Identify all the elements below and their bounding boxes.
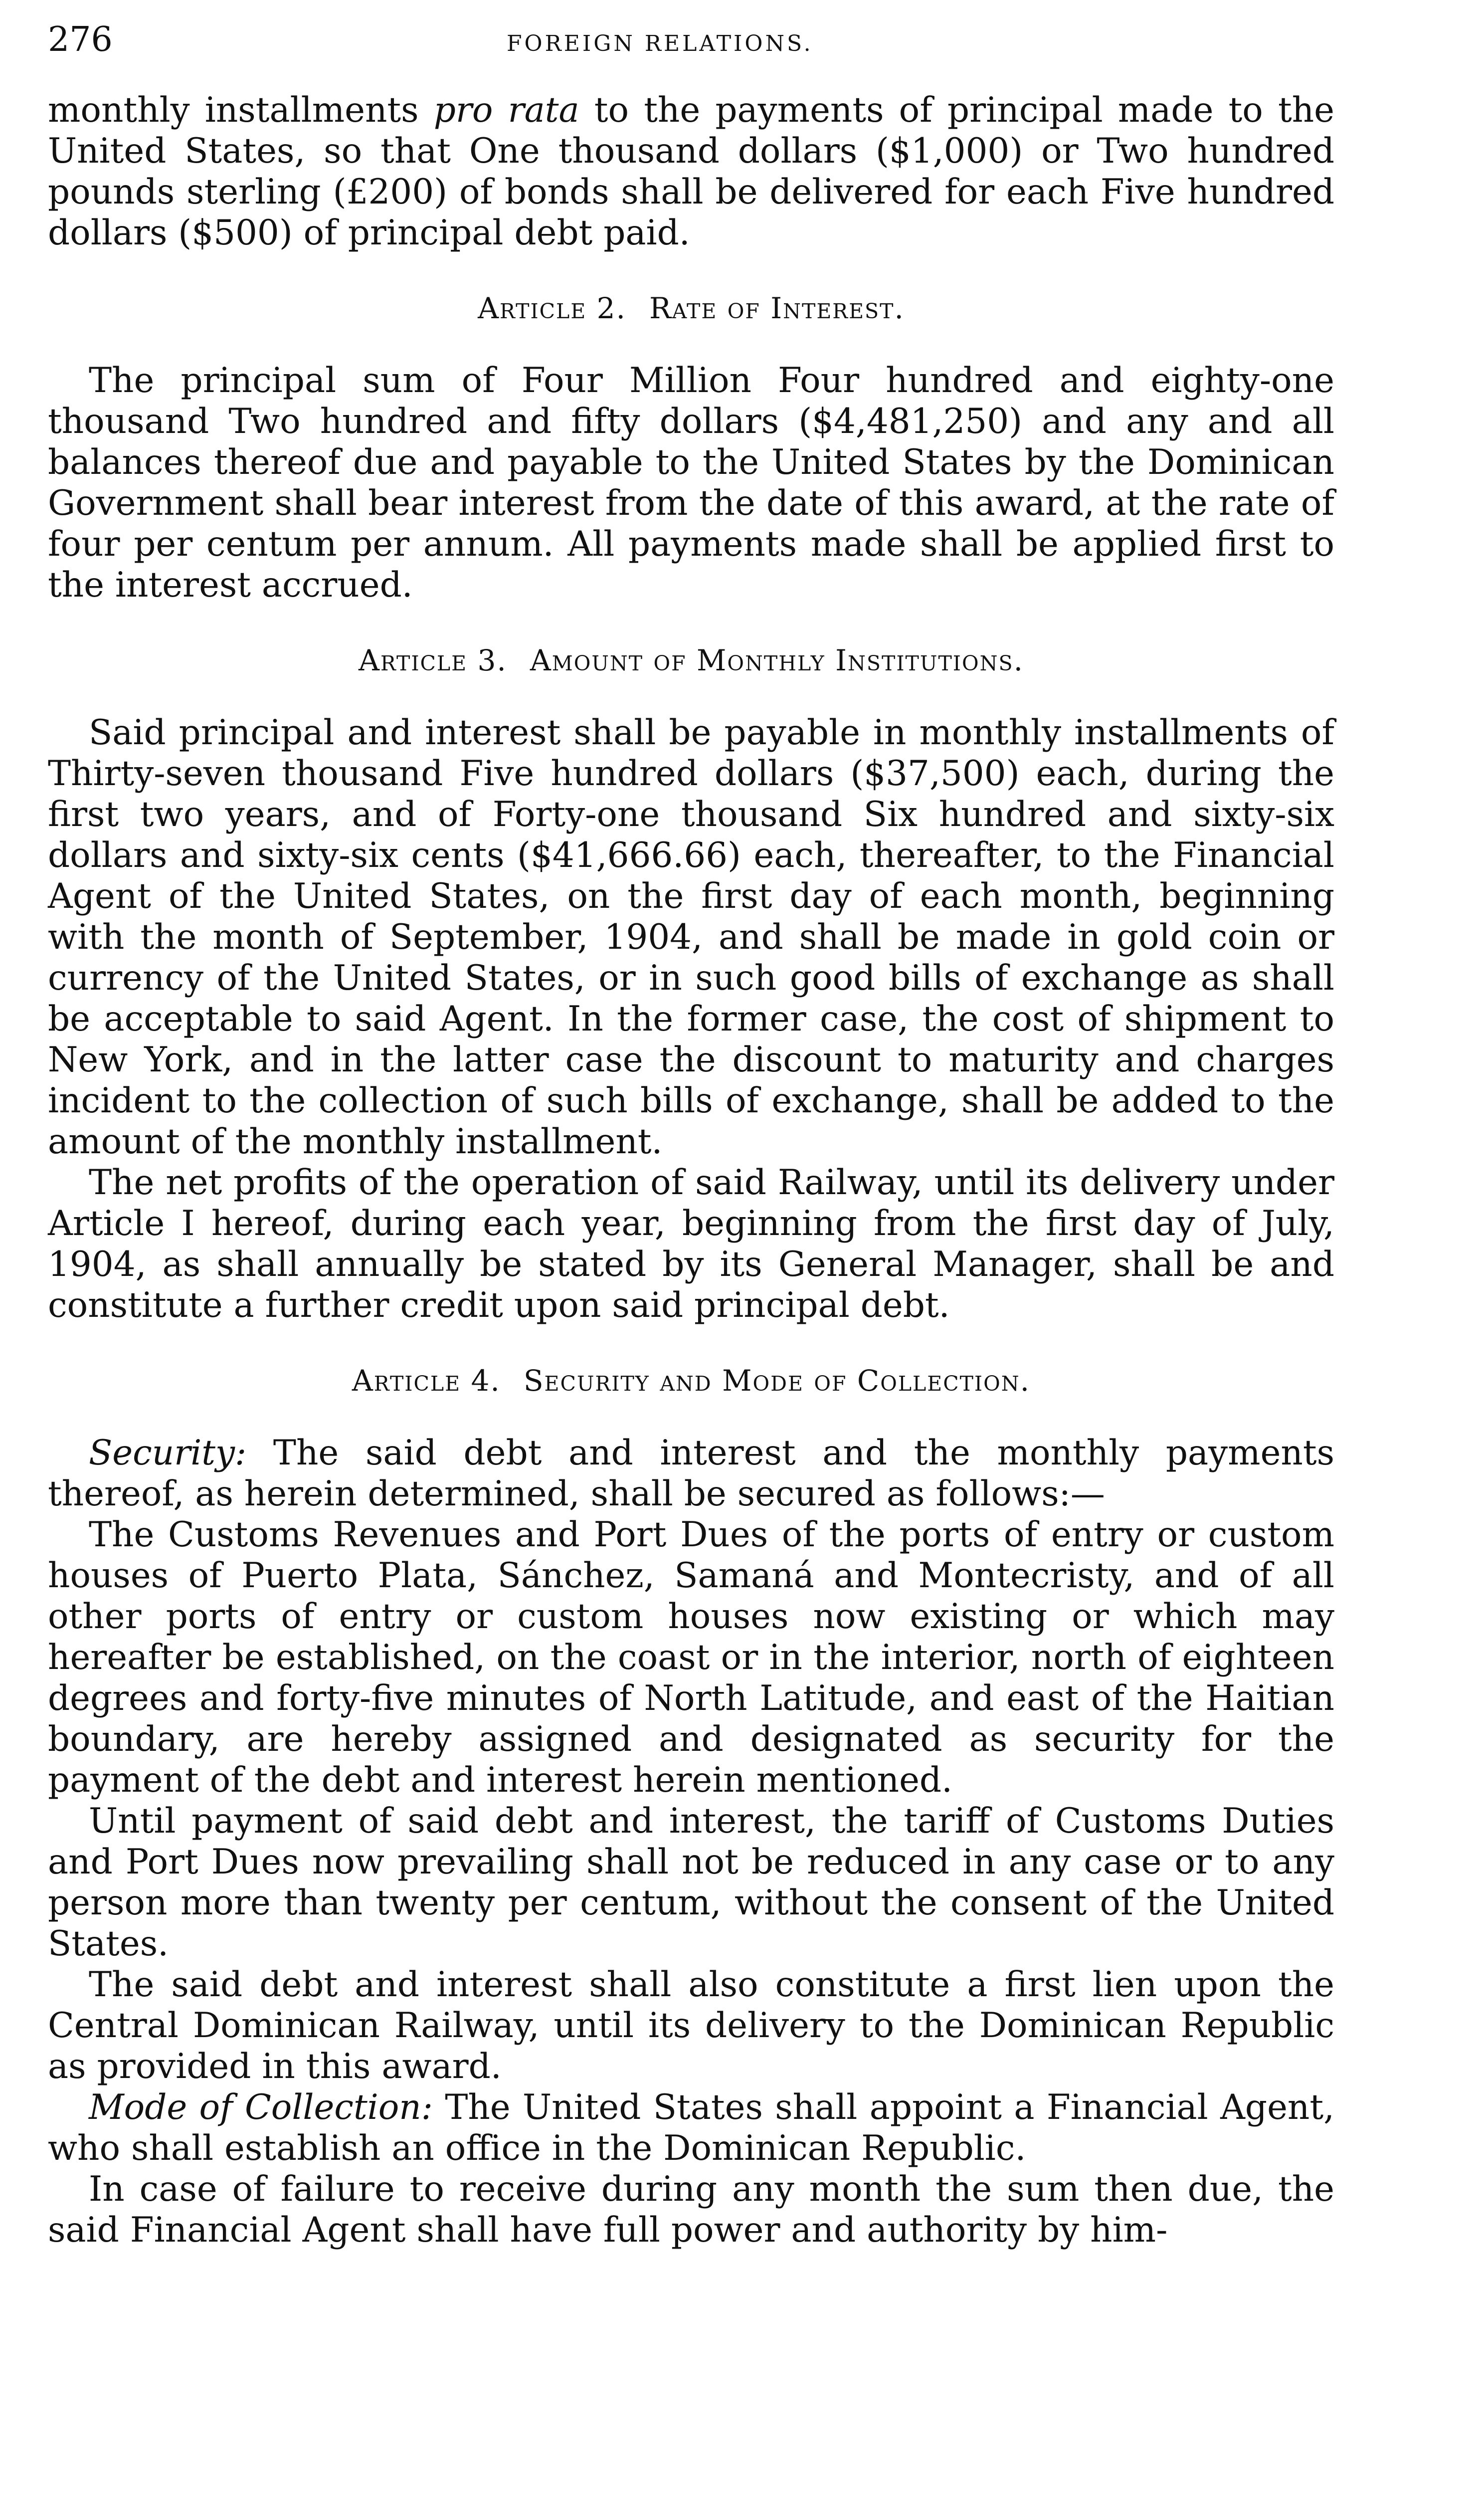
- text-run: Until payment of said debt and interest, the tariff of Customs Duties and Port Dues now prevailing shall not be reduced in any case or to any person more than twenty per centum, without the consent of the United States.: [48, 1801, 1334, 1964]
- paragraph: [48, 360, 1334, 606]
- paragraph: [48, 1801, 1334, 1964]
- article-number: Article 2.: [478, 291, 626, 325]
- italic-text: Mode of Collection:: [89, 2087, 433, 2127]
- text-run: to the payments of principal made to the United States, so that One thousand dollars ($1,000) or Two hundred pounds sterling (£200) of bonds shall be delivered for each Five hundred dollars ($500) of principal debt paid.: [48, 90, 1335, 253]
- running-head-title: FOREIGN RELATIONS.: [507, 31, 813, 56]
- text-run: The said debt and interest shall also constitute a first lien upon the Central Dominican Railway, until its delivery to the Dominican Republic as provided in this award.: [48, 1965, 1334, 2086]
- paragraph: [48, 90, 1334, 253]
- article-heading: [48, 291, 1334, 325]
- paragraph: [48, 2087, 1334, 2169]
- paragraph: [48, 1514, 1334, 1801]
- paragraph: [48, 712, 1334, 1162]
- article-heading: [48, 1364, 1334, 1398]
- page-number: 276: [48, 20, 113, 59]
- text-run: The net profits of the operation of said Railway, until its delivery under Article I hereof, during each year, beginning from the first day of July, 1904, as shall annually be stated by its General Manager, shall be and constitute a further credit upon said principal debt.: [48, 1163, 1334, 1325]
- article-title: Security and Mode of Collection.: [523, 1364, 1031, 1398]
- article-title: Amount of Monthly Institutions.: [530, 643, 1024, 677]
- article-number: Article 4.: [352, 1364, 501, 1398]
- article-heading: [48, 643, 1334, 677]
- text-run: monthly installments: [48, 90, 434, 130]
- text-run: The said debt and interest and the monthly payments thereof, as herein determined, shall be secured as follows:—: [48, 1433, 1334, 1514]
- text-run: Said principal and interest shall be payable in monthly installments of Thirty-seven thousand Five hundred dollars ($37,500) each, during the first two years, and of Forty-one thousand Six hundred and sixty-six dollars and sixty-six cents ($41,666.66) each, thereafter, to the Financial Agent of the United States, on the first day of each month, beginning with the month of September, 1904, and shall be made in gold coin or currency of the United States, or in such good bills of exchange as shall be acceptable to said Agent. In the former case, the cost of shipment to New York, and in the latter case the discount to maturity and charges incident to the collection of such bills of exchange, shall be added to the amount of the monthly installment.: [48, 713, 1334, 1162]
- body-text: [48, 90, 1334, 2251]
- paragraph: [48, 2169, 1334, 2251]
- running-head: [48, 20, 1334, 85]
- paragraph: [48, 1964, 1334, 2087]
- text-run: In case of failure to receive during any month the sum then due, the said Financial Agent shall have full power and authority by him-: [48, 2169, 1334, 2250]
- text-run: The United States shall appoint a Financial Agent, who shall establish an office in the Dominican Republic.: [48, 2087, 1334, 2168]
- italic-text: pro rata: [433, 90, 579, 130]
- paragraph: [48, 1162, 1334, 1326]
- article-number: Article 3.: [358, 643, 507, 677]
- article-title: Rate of Interest.: [649, 291, 905, 325]
- text-run: The principal sum of Four Million Four hundred and eighty-one thousand Two hundred and fifty dollars ($4,481,250) and any and all balances thereof due and payable to the United States by the Dominican Government shall bear interest from the date of this award, at the rate of four per centum per annum. All payments made shall be applied first to the interest accrued.: [48, 361, 1334, 605]
- paragraph: [48, 1433, 1334, 1514]
- italic-text: Security:: [89, 1433, 247, 1473]
- text-run: The Customs Revenues and Port Dues of the ports of entry or custom houses of Puerto Plata, Sánchez, Samaná and Montecristy, and of all other ports of entry or custom houses now existing or which may hereafter be established, on the coast or in the interior, north of eighteen degrees and forty-five minutes of North Latitude, and east of the Haitian boundary, are hereby assigned and designated as security for the payment of the debt and interest herein mentioned.: [48, 1515, 1334, 1800]
